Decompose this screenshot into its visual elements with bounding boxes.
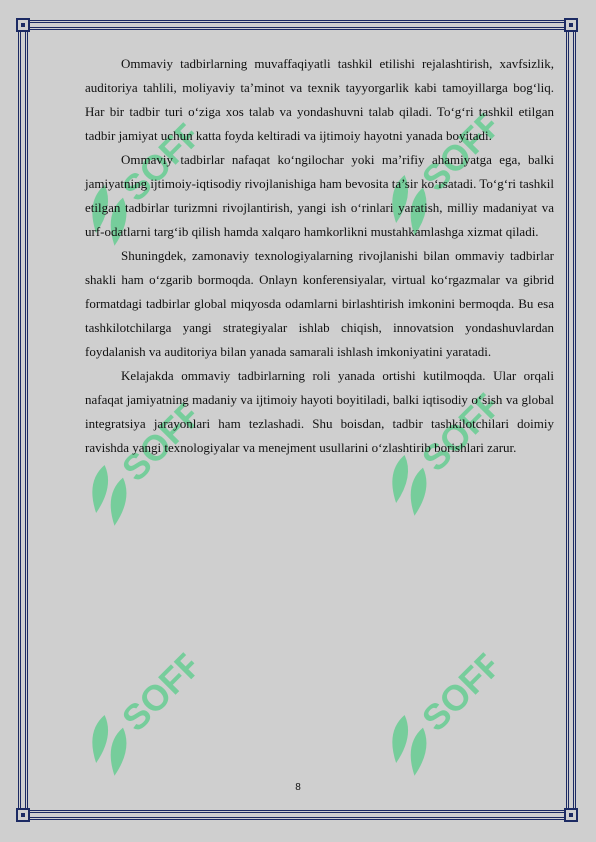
body-paragraph: Ommaviy tadbirlar nafaqat ko‘ngilochar yoki ma’rifiy ahamiyatga ega, balki jamiyatning ijtimoiy-iqtisodiy rivojlanishiga ham bevosita ta’sir ko‘rsatadi. To‘g‘ri tashkil etilgan tadbirlar turizmni rivojlantirish, yangi ish o‘rinlari yaratish, milliy madaniyat va urf-odatlarni targ‘ib qilish hamda xalqaro hamkorlikni mustahkamlashga xizmat qiladi. xyxy=(85,152,554,239)
watermark-text: SOFF xyxy=(413,102,511,199)
document-body xyxy=(85,52,554,460)
watermark-text: SOFF xyxy=(113,642,211,739)
watermark-text: SOFF xyxy=(413,382,511,479)
body-paragraph: Ommaviy tadbirlarning muvaffaqiyatli tashkil etilishi rejalashtirish, xavfsizlik, auditoriya tahlili, moliyaviy ta’minot va texnik tayyorgarlik kabi tamoyillarga bog‘liq. Har bir tadbir turi o‘ziga xos talab va yondashuvni talab qiladi. To‘g‘ri tashkil etilgan tadbir jamiyat uchun katta foyda keltiradi va ijtimoiy hayotni yanada boyitadi. xyxy=(85,56,554,143)
watermark-text: SOFF xyxy=(113,112,211,209)
corner-ornament-icon xyxy=(564,18,578,32)
corner-ornament-icon xyxy=(564,808,578,822)
corner-ornament-icon xyxy=(16,18,30,32)
body-paragraph: Kelajakda ommaviy tadbirlarning roli yanada ortishi kutilmoqda. Ular orqali nafaqat jamiyatning madaniy va ijtimoiy hayoti boyitiladi, balki iqtisodiy o‘sish va global integratsiya jarayonlari ham tezlashadi. Shu boisdan, tadbir tashkilotchilari doimiy ravishda yangi texnologiyalar va menejment usullarini o‘zlashtirib borishlari zarur. xyxy=(85,368,554,455)
corner-ornament-icon xyxy=(16,808,30,822)
page-number: 8 xyxy=(295,782,301,793)
body-paragraph: Shuningdek, zamonaviy texnologiyalarning rivojlanishi bilan ommaviy tadbirlar shakli ham o‘zgarib bormoqda. Onlayn konferensiyalar, virtual ko‘rgazmalar va gibrid formatdagi tadbirlar global miqyosda odamlarni birlashtirish imkonini bermoqda. Bu esa tashkilotchilarga yangi strategiyalar ishlab chiqish, innovatsion yondashuvlardan foydalanish va auditoriya bilan yanada samarali ishlash imkoniyatini yaratadi. xyxy=(85,248,554,359)
watermark-text: SOFF xyxy=(113,392,211,489)
watermark-text: SOFF xyxy=(413,642,511,739)
